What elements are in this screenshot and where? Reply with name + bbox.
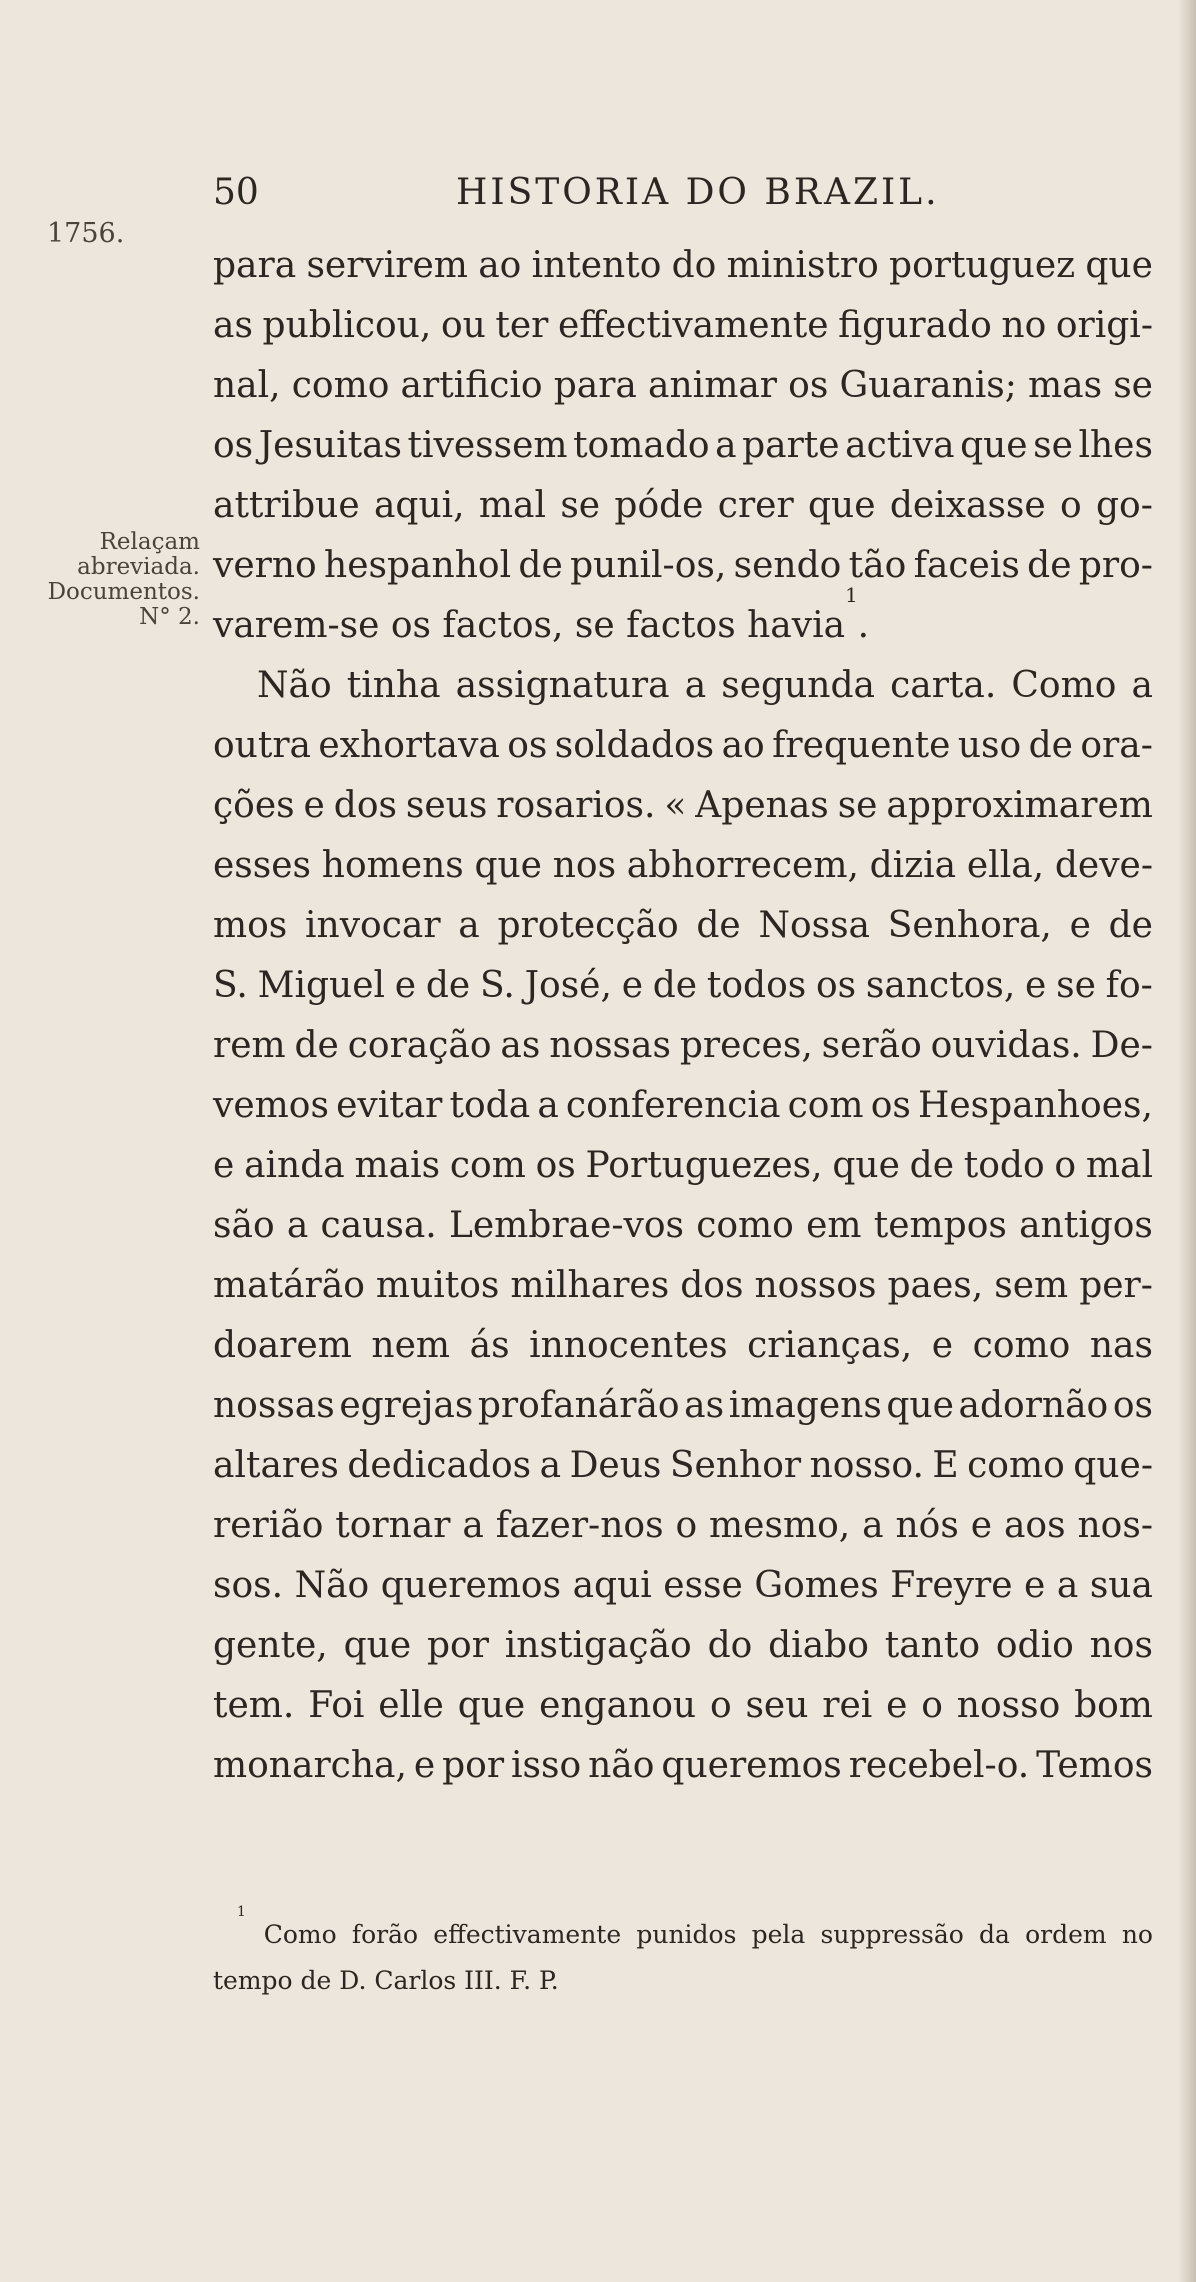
word: dos xyxy=(333,785,397,826)
word: como xyxy=(696,1205,794,1246)
word: outra xyxy=(213,725,311,766)
text-line xyxy=(213,536,1153,596)
word: fo- xyxy=(1105,965,1153,1006)
word: do xyxy=(671,245,717,286)
word: odio xyxy=(995,1625,1074,1666)
word: rerião xyxy=(213,1505,324,1546)
word: Guaranis; xyxy=(839,365,1017,406)
word: pro- xyxy=(1078,545,1153,586)
word: no xyxy=(1001,305,1047,346)
word: os xyxy=(816,965,857,1006)
word: recebel-o. xyxy=(848,1745,1030,1786)
page-edge-shadow xyxy=(1178,0,1196,2282)
word: os xyxy=(788,365,829,406)
word: invocar xyxy=(305,905,441,946)
word: carta. xyxy=(890,665,997,706)
line-end-punctuation: . xyxy=(857,605,870,646)
word: a xyxy=(462,1505,484,1546)
word: queremos xyxy=(661,1745,842,1786)
word: evitar xyxy=(336,1085,443,1126)
word: paes, xyxy=(887,1265,984,1306)
word: no xyxy=(1121,1920,1153,1949)
word: ministro xyxy=(726,245,879,286)
word: a xyxy=(862,1505,884,1546)
word: póde xyxy=(614,485,704,526)
word: servirem xyxy=(306,245,468,286)
text-line xyxy=(213,956,1153,1016)
word: aqui, xyxy=(373,485,465,526)
word: isso xyxy=(511,1745,582,1786)
word: monarcha, xyxy=(213,1745,407,1786)
word: se xyxy=(1113,365,1153,406)
footnote-line xyxy=(213,1904,1153,1958)
word: tem. xyxy=(213,1685,295,1726)
word: publicou, xyxy=(262,305,432,346)
word: diabo xyxy=(768,1625,869,1666)
word: Temos xyxy=(1036,1745,1153,1786)
page-header xyxy=(0,172,1196,232)
word: punil-os, xyxy=(570,545,727,586)
word: ou xyxy=(440,305,486,346)
word: animar xyxy=(648,365,778,406)
word: para xyxy=(213,245,297,286)
word: Senhor xyxy=(669,1445,802,1486)
word: tinha xyxy=(346,665,441,706)
word: sos. xyxy=(213,1565,284,1606)
text-line xyxy=(213,1016,1153,1076)
word: aqui xyxy=(572,1565,652,1606)
word: de xyxy=(909,1145,955,1186)
word: mesmo, xyxy=(709,1505,851,1546)
word: intento xyxy=(531,245,662,286)
word: seus xyxy=(405,785,488,826)
word: esse xyxy=(663,1565,743,1606)
word: profanárão xyxy=(477,1385,680,1426)
footnote-reference: 1 xyxy=(845,584,858,607)
word: deixasse xyxy=(889,485,1046,526)
word: dedicados xyxy=(347,1445,532,1486)
running-title: HISTORIA DO BRAZIL. xyxy=(456,172,940,213)
text-line xyxy=(213,1496,1153,1556)
word: rem xyxy=(213,1025,286,1066)
word: o xyxy=(1054,1145,1077,1186)
word: punidos xyxy=(636,1920,737,1949)
margin-note-line: N° 2. xyxy=(139,604,200,630)
word: por xyxy=(426,1625,489,1666)
word: e xyxy=(1025,965,1047,1006)
word: todos xyxy=(706,965,807,1006)
text-line-with-footnote-ref xyxy=(213,584,1153,656)
word: em xyxy=(806,1205,862,1246)
text-line xyxy=(213,296,1153,356)
word: que xyxy=(343,1625,412,1666)
word: que xyxy=(886,1385,954,1426)
word: são xyxy=(213,1205,275,1246)
footnote-line xyxy=(213,1958,1153,2004)
word: queremos xyxy=(380,1565,562,1606)
word: dos xyxy=(680,1265,744,1306)
word: todo xyxy=(963,1145,1045,1186)
word: e xyxy=(621,965,643,1006)
word: e xyxy=(394,965,417,1006)
word: enganou xyxy=(539,1685,697,1726)
word: coração xyxy=(347,1025,492,1066)
word: e xyxy=(970,1505,993,1546)
word: verno xyxy=(213,545,317,586)
word: seu xyxy=(745,1685,809,1726)
word: artificio xyxy=(400,365,543,406)
text-line xyxy=(213,416,1153,476)
word: crer xyxy=(717,485,794,526)
word: os xyxy=(535,1145,576,1186)
word: ordem xyxy=(1025,1920,1107,1949)
word: nossas xyxy=(549,1025,671,1066)
word: nosso xyxy=(956,1685,1061,1726)
word: « xyxy=(664,785,687,826)
word: e xyxy=(303,785,325,826)
word: que xyxy=(1085,245,1153,286)
word: soldados xyxy=(554,725,715,766)
text-line xyxy=(213,1616,1153,1676)
word: como xyxy=(972,1325,1071,1366)
word: suppressão xyxy=(820,1920,964,1949)
word: per- xyxy=(1079,1265,1153,1306)
margin-note-line: Relaçam xyxy=(99,529,200,555)
word: tão xyxy=(848,545,907,586)
text-line xyxy=(213,1256,1153,1316)
footnote-text: tempo de D. Carlos III. F. P. xyxy=(213,1966,559,1995)
word: ainda xyxy=(244,1145,345,1186)
word: Miguel xyxy=(257,965,386,1006)
text-line xyxy=(213,476,1153,536)
word: Senhora, xyxy=(887,905,1052,946)
word: segunda xyxy=(721,665,875,706)
word: rosarios. xyxy=(496,785,656,826)
word: parte xyxy=(742,425,840,466)
word: doarem xyxy=(213,1325,352,1366)
footnote-line-words xyxy=(246,1912,1153,1958)
word: tivessem xyxy=(407,425,568,466)
word: Não xyxy=(294,1565,370,1606)
word: a xyxy=(684,665,707,706)
text-line xyxy=(213,1136,1153,1196)
word: De- xyxy=(1090,1025,1153,1066)
word: Gomes xyxy=(754,1565,879,1606)
text-line xyxy=(213,896,1153,956)
word: se xyxy=(560,485,601,526)
word: que xyxy=(457,1685,526,1726)
word: o xyxy=(675,1505,698,1546)
word: lhes xyxy=(1078,425,1153,466)
word: nas xyxy=(1089,1325,1153,1366)
word: abhorrecem, xyxy=(626,845,859,886)
text-line xyxy=(213,1676,1153,1736)
word: que- xyxy=(1073,1445,1153,1486)
word: sem xyxy=(994,1265,1069,1306)
word: Lembrae-vos xyxy=(448,1205,684,1246)
word: activa xyxy=(845,425,955,466)
word: toda xyxy=(449,1085,531,1126)
word: as xyxy=(684,1385,725,1426)
word: frequente xyxy=(772,725,951,766)
word: se xyxy=(1056,965,1096,1006)
word: pela xyxy=(751,1920,806,1949)
text-line xyxy=(213,836,1153,896)
word: tornar xyxy=(335,1505,451,1546)
word: elle xyxy=(378,1685,444,1726)
text-line xyxy=(213,1376,1153,1436)
word: tanto xyxy=(884,1625,980,1666)
page-number: 50 xyxy=(213,172,259,213)
word: aos xyxy=(1003,1505,1066,1546)
word: a xyxy=(539,1445,562,1486)
word: Apenas xyxy=(695,785,829,826)
word: sendo xyxy=(733,545,842,586)
word: de xyxy=(294,1025,339,1066)
word: a xyxy=(1056,1565,1079,1606)
word: tomado xyxy=(573,425,710,466)
word: de xyxy=(425,965,471,1006)
word: ella, xyxy=(966,845,1045,886)
word: dizia xyxy=(869,845,957,886)
word: para xyxy=(553,365,637,406)
text-line xyxy=(213,1196,1153,1256)
word: como xyxy=(967,1445,1065,1486)
word: ções xyxy=(213,785,295,826)
word: vemos xyxy=(213,1085,329,1126)
word: ao xyxy=(721,725,765,766)
word: de xyxy=(696,905,741,946)
word: a xyxy=(458,905,480,946)
word: que xyxy=(960,425,1028,466)
word: Nossa xyxy=(758,905,871,946)
word: os xyxy=(213,425,254,466)
word: milhares xyxy=(510,1265,670,1306)
word: ouvidas. xyxy=(930,1025,1082,1066)
word: Não xyxy=(257,665,332,706)
text-line xyxy=(213,356,1153,416)
margin-note xyxy=(40,530,200,630)
word: Como xyxy=(1011,665,1117,706)
word: exhortava xyxy=(318,725,500,766)
word: attribue xyxy=(213,485,360,526)
word: que xyxy=(832,1145,900,1186)
word: nos xyxy=(552,845,617,886)
word: se xyxy=(837,785,878,826)
word: José, xyxy=(524,965,612,1006)
word: a xyxy=(537,1085,559,1126)
word: ora- xyxy=(1080,725,1153,766)
word: e xyxy=(413,1745,436,1786)
word: Jesuitas xyxy=(258,425,403,466)
word: protecção xyxy=(497,905,679,946)
word: conferencia xyxy=(565,1085,781,1126)
word: gente, xyxy=(213,1625,328,1666)
text-line xyxy=(213,716,1153,776)
word: o xyxy=(1060,485,1082,526)
footnotes xyxy=(213,1904,1153,2004)
word: Portuguezes, xyxy=(585,1145,823,1186)
word: mas xyxy=(1027,365,1103,406)
word: altares xyxy=(213,1445,339,1486)
word: muitos xyxy=(375,1265,500,1306)
word: forão xyxy=(351,1920,419,1949)
word: adornão xyxy=(958,1385,1109,1426)
word: rei xyxy=(822,1685,873,1726)
word: mais xyxy=(354,1145,441,1186)
word: nossos xyxy=(754,1265,877,1306)
word: e xyxy=(1024,1565,1046,1606)
word: Freyre xyxy=(890,1565,1013,1606)
word: assignatura xyxy=(455,665,670,706)
text-line xyxy=(213,1556,1153,1616)
word: instigação xyxy=(504,1625,692,1666)
word: as xyxy=(213,305,253,346)
footnote-marker: 1 xyxy=(237,1904,246,1920)
text-line-content: varem-se os factos, se factos havia xyxy=(213,605,846,646)
word: faceis xyxy=(913,545,1020,586)
text-line xyxy=(213,776,1153,836)
word: effectivamente xyxy=(433,1920,622,1949)
word: tempos xyxy=(873,1205,1007,1246)
text-line xyxy=(213,656,1153,716)
word: effectivamente xyxy=(558,305,829,346)
word: homens xyxy=(321,845,464,886)
word: de xyxy=(1027,545,1072,586)
word: crianças, xyxy=(747,1325,913,1366)
word: nos xyxy=(1089,1625,1153,1666)
word: com xyxy=(787,1085,864,1126)
text-line xyxy=(213,1736,1153,1796)
word: a xyxy=(1131,665,1153,706)
word: e xyxy=(213,1145,235,1186)
word: approximarem xyxy=(886,785,1153,826)
text-line xyxy=(213,1076,1153,1136)
word: causa. xyxy=(320,1205,437,1246)
word: as xyxy=(500,1025,541,1066)
word: hespanhol xyxy=(324,545,512,586)
word: preces, xyxy=(679,1025,813,1066)
word: e xyxy=(1069,905,1091,946)
word: bom xyxy=(1074,1685,1153,1726)
word: o xyxy=(709,1685,732,1726)
word: e xyxy=(931,1325,954,1366)
word: a xyxy=(715,425,737,466)
word: nosso. xyxy=(809,1445,924,1486)
word: de xyxy=(518,545,563,586)
word: de xyxy=(1028,725,1073,766)
word: S. xyxy=(213,965,248,1006)
word: que xyxy=(807,485,876,526)
word: Deus xyxy=(569,1445,662,1486)
word: sua xyxy=(1089,1565,1153,1606)
word: mal xyxy=(1085,1145,1153,1186)
word: Foi xyxy=(308,1685,365,1726)
word: S. xyxy=(480,965,515,1006)
word: egrejas xyxy=(339,1385,474,1426)
word: go- xyxy=(1095,485,1153,526)
word: mos xyxy=(213,905,288,946)
word: E xyxy=(932,1445,959,1486)
word: não xyxy=(588,1745,655,1786)
word: mal xyxy=(478,485,547,526)
word: esses xyxy=(213,845,312,886)
word: ao xyxy=(478,245,522,286)
word: da xyxy=(979,1920,1010,1949)
word: nem xyxy=(371,1325,451,1366)
word: portuguez xyxy=(889,245,1076,286)
word: se xyxy=(1033,425,1073,466)
word: o xyxy=(921,1685,943,1726)
word: como xyxy=(291,365,390,406)
body-text xyxy=(213,236,1153,1796)
word: uso xyxy=(957,725,1022,766)
word: por xyxy=(442,1745,505,1786)
text-line xyxy=(213,1436,1153,1496)
word: antigos xyxy=(1019,1205,1153,1246)
word: os xyxy=(870,1085,911,1126)
text-line xyxy=(213,1316,1153,1376)
margin-year: 1756. xyxy=(47,218,125,249)
word: innocentes xyxy=(529,1325,728,1366)
text-line xyxy=(213,236,1153,296)
margin-note-line: abreviada. xyxy=(77,554,200,580)
word: os xyxy=(507,725,548,766)
word: os xyxy=(1112,1385,1153,1426)
word: de xyxy=(652,965,698,1006)
word: serão xyxy=(821,1025,922,1066)
word: imagens xyxy=(728,1385,882,1426)
word: e xyxy=(886,1685,908,1726)
word: nal, xyxy=(213,365,281,406)
word: nos- xyxy=(1077,1505,1153,1546)
word: ter xyxy=(495,305,549,346)
word: sanctos, xyxy=(865,965,1016,1006)
word: ás xyxy=(469,1325,510,1366)
word: nossas xyxy=(213,1385,335,1426)
word: de xyxy=(1108,905,1153,946)
word: figurado xyxy=(838,305,992,346)
word: Hespanhoes, xyxy=(917,1085,1153,1126)
word: matárão xyxy=(213,1265,365,1306)
word: que xyxy=(474,845,542,886)
word: do xyxy=(707,1625,753,1666)
word: deve- xyxy=(1054,845,1153,886)
word: fazer-nos xyxy=(495,1505,664,1546)
word: com xyxy=(449,1145,526,1186)
margin-note-line: Documentos. xyxy=(47,579,200,605)
word: origi- xyxy=(1055,305,1153,346)
word: Como xyxy=(263,1920,337,1949)
word: nós xyxy=(895,1505,959,1546)
word: a xyxy=(286,1205,309,1246)
